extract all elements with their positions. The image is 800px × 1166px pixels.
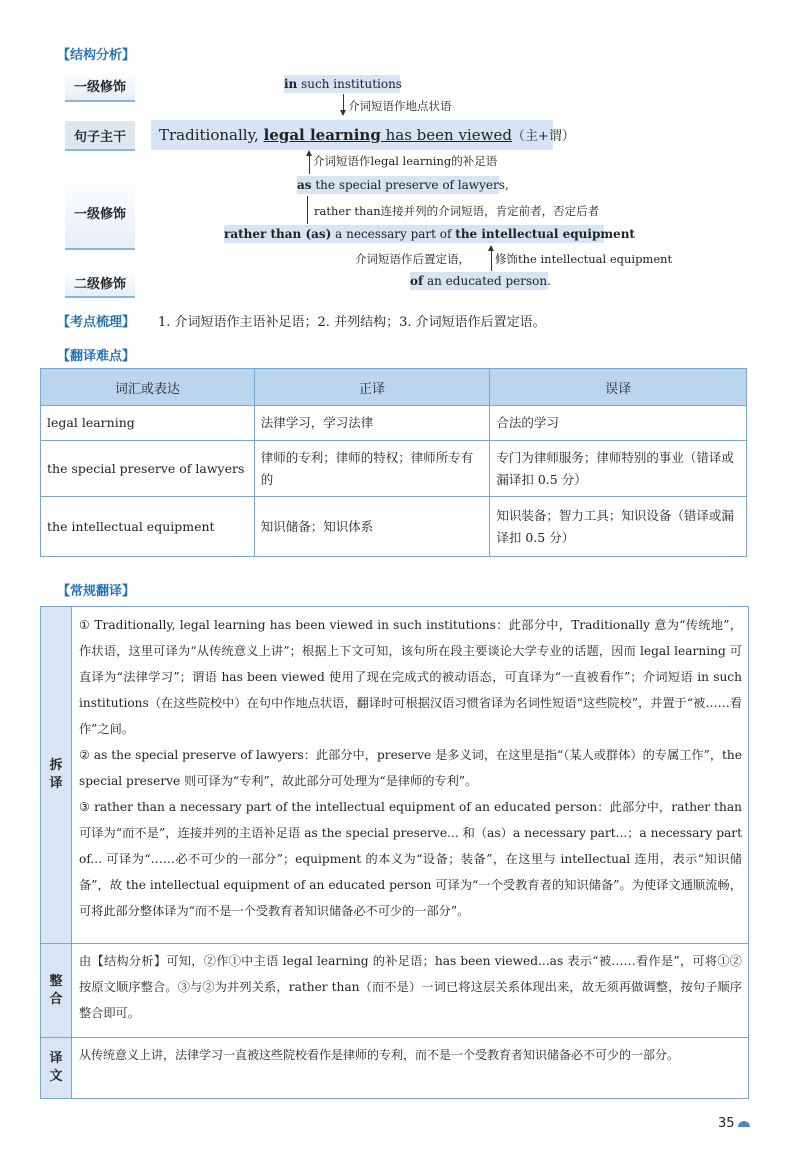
connector-line (307, 196, 308, 224)
split-content (79, 612, 742, 924)
row-divider (41, 943, 748, 944)
split-paragraph-2: ② as the special preserve of lawyers：此部分中，preserve 是多义词，在这里是指“（某人或群体）的专属工作”，the special preserve 则可译为“专利”，故此部分可处理为“是律师的专利”。 (79, 748, 742, 788)
connector-line (309, 156, 310, 174)
result-content: 从传统意义上讲，法律学习一直被这些院校看作是律师的专利，而不是一个受教育者知识储备必不可少的一部分。 (79, 1048, 680, 1062)
side-label-result: 译 文 (41, 1038, 71, 1098)
table-header-row (41, 369, 747, 406)
integrate-content: 由【结构分析】可知，②作①中主语 legal learning 的补足语；has been viewed...as 表示“被……看作是”，可将①②按原文顺序整合。③与②为并列关系，rather than（而不是）一词已将这层关系体现出来，故无须再做调整，按句子顺序整合即可。 (79, 954, 742, 1020)
side-label-split: 拆 译 (41, 607, 71, 943)
section-label-regular: 【常规翻译】 (57, 584, 136, 599)
level-label-main: 句子主干 (65, 121, 135, 151)
table-cell: 专门为律师服务；律师特别的事业（错译或漏译扣 0.5 分） (490, 441, 747, 497)
table-row (41, 406, 747, 441)
phrase-of-educated-person: of an educated person. (410, 274, 551, 288)
table-cell: 律师的专利；律师的特权；律师所专有的 (254, 441, 490, 497)
note-modifies: 修饰the intellectual equipment (495, 252, 673, 266)
table-cell: 知识储备；知识体系 (254, 497, 490, 557)
table-cell: 知识装备；智力工具；知识设备（错译或漏译扣 0.5 分） (490, 497, 747, 557)
difficulty-table (40, 368, 747, 557)
table-header: 词汇或表达 (41, 369, 255, 406)
arrow-up-icon (488, 245, 494, 251)
book-icon (738, 1121, 750, 1127)
level-label-1-top: 一级修饰 (65, 70, 135, 102)
arrow-up-icon (306, 150, 312, 156)
phrase-in-such-institutions: in such institutions (284, 77, 402, 91)
note-place-adverbial: 介词短语作地点状语 (348, 99, 452, 113)
connector-line (491, 251, 492, 271)
column-divider (71, 607, 72, 1098)
level-label-2: 二级修饰 (65, 268, 135, 298)
main-sentence: Traditionally, legal learning has been viewed（主+谓） (151, 120, 553, 150)
table-row (41, 497, 747, 557)
table-cell: legal learning (41, 406, 255, 441)
connector-line (343, 94, 344, 110)
table-cell: the intellectual equipment (41, 497, 255, 557)
phrase-rather-than: rather than (as) a necessary part of the intellectual equipment (224, 227, 635, 241)
note-postmodifier: 介词短语作后置定语， (355, 252, 470, 266)
note-complement: 介词短语作legal learning的补足语 (313, 154, 498, 168)
table-header: 误译 (490, 369, 747, 406)
table-header: 正译 (254, 369, 490, 406)
section-label-structure: 【结构分析】 (57, 48, 136, 63)
table-row (41, 441, 747, 497)
arrow-down-icon (340, 110, 346, 116)
table-cell: the special preserve of lawyers (41, 441, 255, 497)
page-number: 35 (718, 1116, 735, 1131)
section-label-difficulty: 【翻译难点】 (57, 349, 136, 364)
level-label-1-mid: 一级修饰 (65, 176, 135, 250)
phrase-as-special-preserve: as the special preserve of lawyers, (297, 178, 509, 192)
row-divider (41, 1037, 748, 1038)
section-label-kaodian: 【考点梳理】 (57, 315, 136, 330)
table-cell: 法律学习，学习法律 (254, 406, 490, 441)
kaodian-text: 1. 介词短语作主语补足语；2. 并列结构；3. 介词短语作后置定语。 (158, 315, 546, 330)
split-paragraph-3: ③ rather than a necessary part of the intellectual equipment of an educated person：此部分中，rather than 可译为“而不是”，连接并列的主语补足语 as the special preserve... 和（as）a necessary part...；a necessary part of... 可译为“……必不可少的一部分”；equipment 的本义为“设备；装备”，在这里与 intellectual 连用，表示“知识储备”，故 the intellectual equipment of an educated person 可译为“一个受教育者的知识储备”。为使译文通顺流畅，可将此部分整体译为“而不是一个受教育者知识储备必不可少的一部分”。 (79, 800, 742, 918)
regular-translation-box (40, 606, 749, 1099)
note-rather-than: rather than连接并列的介词短语，肯定前者，否定后者 (314, 204, 600, 218)
table-cell: 合法的学习 (490, 406, 747, 441)
side-label-integrate: 整 合 (41, 944, 71, 1037)
split-paragraph-1: ① Traditionally, legal learning has been viewed in such institutions：此部分中，Traditionally 意为“传统地”，作状语，这里可译为“从传统意义上讲”；根据上下文可知，该句所在段主要谈论大学专业的话题，因而 legal learning 可直译为“法律学习”；谓语 has been viewed 使用了现在完成式的被动语态，可直译为“一直被看作”；介词短语 in such institutions（在这些院校中）在句中作地点状语，翻译时可根据汉语习惯省译为名词性短语“这些院校”，并置于“被……看作”之间。 (79, 618, 742, 736)
